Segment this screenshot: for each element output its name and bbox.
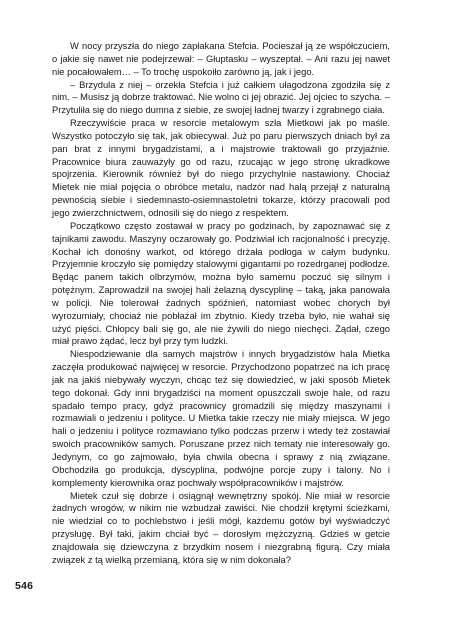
paragraph-6: Mietek czuł się dobrze i osiągnął wewnętrzny spokój. Nie miał w resorcie żadnych wrogów, w nikim nie wzbudzał zawiści. Nie chodził krętymi ścieżkami, nie wiedział co to pochlebstwo i jeśli mógł, każdemu gotów był wyświadczyć przysługę. Był taki, jakim chciał być – dorosłym mężczyzną. Gdzieś w getcie znajdowała się dziewczyna z brzydkim nosem i niezgrabną figurą. Czy miała związek z tą wielką przemianą, która się w nim dokonała? bbox=[52, 490, 390, 565]
paragraph-1: W nocy przyszła do niego zapłakana Stefcia. Pocieszał ją ze współczuciem, o jakie się nawet nie podejrzewał: – Głuptasku – wyszeptał. – Ani razu jej nawet nie pocałowałem… – To trochę uspokoiło zarówno ją, jak i jego. bbox=[52, 41, 390, 77]
body-text bbox=[52, 40, 390, 567]
paragraph-3: Rzeczywiście praca w resorcie metalowym szła Mietkowi jak po maśle. Wszystko potoczyło się tak, jak obiecywał. Już po paru pierwszych dniach był za pan brat z innymi brygadzistami, a i majstrowie traktowali go przyjaźnie. Pracownice biura zauważyły go od razu, rzucając w jego stronę ukradkowe spojrzenia. Kierownik również był do niego przychylnie nastawiony. Chociaż Mietek nie miał pojęcia o obróbce metalu, nadzór nad halą przejął z naturalną pewnością siebie i siedemnasto-osiemnastoletni tokarze, którzy pracowali pod jego zwierzchnictwem, odnosili się do niego z respektem. bbox=[52, 118, 390, 218]
paragraph-5: Niespodziewanie dla samych majstrów i innych brygadzistów hala Mietka zaczęła produkować najwięcej w resorcie. Przychodzono popatrzeć na ich pracę jak na jakiś niebywały wyczyn, chcąc też się dowiedzieć, w jaki sposób Mietek tego dokonał. Gdy inni brygadziści na moment opuszczali swoje hale, od razu spadało tempo pracy, gdyż pracownicy gromadzili się między maszynami i rozmawiali o jedzeniu i polityce. U Mietka takie rzeczy nie miały miejsca. W jego hali o jedzeniu i polityce rozmawiano tylko podczas przerw i wtedy też zostawiał swoich pracowników samych. Poruszane przez nich tematy nie interesowały go. Jedynym, co go zajmowało, była chwila obecna i sprawy z nią związane. Obchodziła go produkcja, dyscyplina, podwójne porcje zupy i talony. No i komplementy kierownika oraz pochwały współpracowników i majstrów. bbox=[52, 349, 390, 488]
page-number: 546 bbox=[15, 580, 34, 592]
paragraph-4: Początkowo często zostawał w pracy po godzinach, by zapoznawać się z tajnikami zawodu. Maszyny oczarowały go. Podziwiał ich racjonalność i precyzję. Kochał ich donośny warkot, od którego drżała podłoga w całym budynku. Przyjemnie kroczyło się pomiędzy stalowymi gigantami po rozedrganej podłodze. Będąc panem takich olbrzymów, można było samemu poczuć się silnym i potężnym. Zaprowadził na swojej hali żelazną dyscyplinę – taką, jaka panowała w policji. Nie tolerował żadnych spóźnień, natomiast wobec chorych był wyrozumiały, chociaż nie pobłażał im zbytnio. Kiedy trzeba było, nie wahał się użyć pięści. Chłopcy bali się go, ale nie żywili do niego niechęci. Żądał, czego miał prawo żądać, lecz był przy tym ludzki. bbox=[52, 220, 390, 347]
paragraph-2: – Brzydula z niej – orzekła Stefcia i już całkiem ułagodzona zgodziła się z nim. – Musisz ją dobrze traktować. Nie wolno ci jej obrazić. Jej ojciec to szycha. – Przytuliła się do niego dumna z siebie, ze swojej ładnej twarzy i zgrabnego ciała. bbox=[52, 79, 390, 116]
